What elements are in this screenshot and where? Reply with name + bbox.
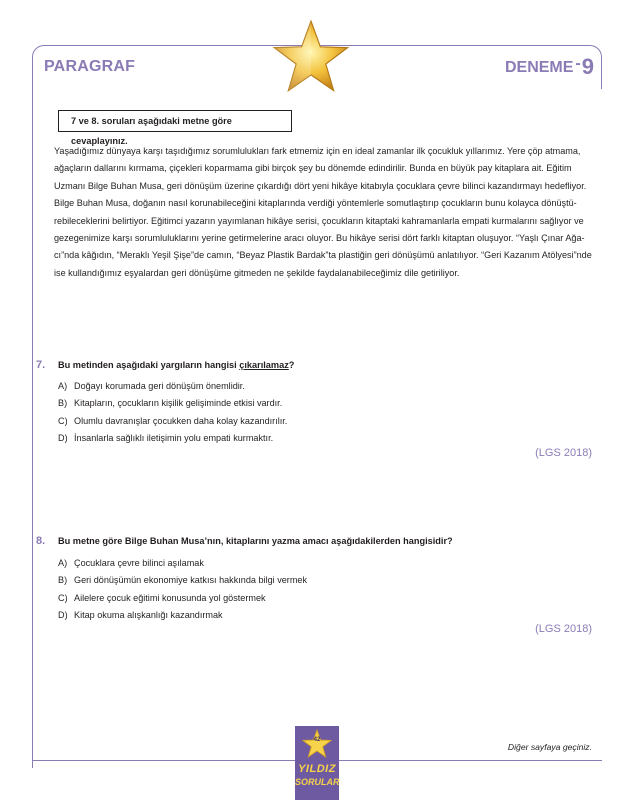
question-7-number: 7.: [36, 359, 46, 371]
option-letter: C): [58, 592, 68, 603]
option-a[interactable]: [58, 378, 287, 395]
option-letter: B): [58, 575, 68, 586]
option-text: Doğayı korumada geri dönüşüm önemlidir.: [74, 381, 245, 391]
passage-line: Yaşadığımız dünyaya karşı taşıdığımız sorumlulukları fark etmemiz için en ideal zamanlar ilk çocukluk yıllarımız. Yere çöp atmama,: [54, 146, 581, 156]
passage-line: rebileceklerini belirtiyor. Eğitimci yazarın yayımlanan hikâye serisi, çocukların kitaptaki kahramanlarla empati kurmalarını sağlıyor ve: [54, 215, 584, 226]
passage-line: Uzmanı Bilge Buhan Musa, geri dönüşüm üzerine çıkardığı dört yeni hikâye kitabıyla çocuklara çevre bilinci kazandırmayı hedefliyor.: [54, 180, 587, 191]
logo-line-1: YILDIZ: [298, 763, 336, 775]
exam-label-text: DENEME: [504, 59, 574, 76]
question-8-source: (LGS 2018): [535, 623, 592, 635]
question-8-number: 8.: [36, 535, 46, 547]
option-c[interactable]: [58, 590, 307, 607]
logo-line-2: SORULAR: [295, 777, 340, 787]
option-letter: D): [58, 610, 68, 621]
option-letter: A): [58, 558, 68, 568]
exam-dash: -: [575, 55, 581, 72]
option-text: Olumlu davranışlar çocukken daha kolay kazandırılır.: [74, 415, 288, 426]
option-text: Çocuklara çevre bilinci aşılamak: [74, 558, 204, 568]
option-text: Kitapların, çocukların kişilik gelişiminde etkisi vardır.: [74, 398, 283, 409]
option-d[interactable]: [58, 607, 307, 624]
option-a[interactable]: [58, 555, 307, 572]
star-icon: [272, 18, 350, 96]
logo-number: 42: [313, 737, 321, 743]
next-page-note: Diğer sayfaya geçiniz.: [507, 742, 592, 752]
question-7-text-end: ?: [288, 360, 295, 370]
passage-line: ise kullandığımız eşyalardan geri dönüşüme gitmeden ne şekilde faydalanabileceğimiz dile getiriliyor.: [54, 267, 460, 278]
exam-number: 9: [581, 54, 594, 79]
option-b[interactable]: [58, 395, 287, 412]
publisher-logo: [295, 726, 339, 800]
option-letter: D): [58, 433, 68, 444]
question-7-text: [58, 360, 294, 370]
passage: [54, 143, 596, 282]
question-7-source: (LGS 2018): [535, 447, 592, 459]
option-text: Kitap okuma alışkanlığı kazandırmak: [74, 610, 223, 621]
option-text: İnsanlarla sağlıklı iletişimin yolu empati kurmaktır.: [74, 433, 274, 444]
option-c[interactable]: [58, 413, 287, 430]
question-8-text-main: Bu metne göre Bilge Buhan Musa’nın, kitaplarını yazma amacı aşağıdakilerden hangisidir?: [58, 536, 453, 546]
passage-line: cı”nda kâğıdın, “Meraklı Yeşil Şişe”de camın, “Beyaz Plastik Bardak”ta plastiğin geri dönüşümü anlatılıyor. “Geri Kazanım Atölyesi”nde: [54, 250, 592, 261]
instruction-box: 7 ve 8. soruları aşağıdaki metne göre cevaplayınız.: [58, 110, 292, 132]
page-border-left: [32, 88, 33, 768]
question-8-options: [58, 555, 307, 625]
subject-title: PARAGRAF: [44, 58, 136, 75]
question-7-options: [58, 378, 287, 448]
passage-line: Bilge Buhan Musa, doğanın nasıl korunabileceğini kitaplarında verdiği yöntemlerle somutlaştırıp çocukların bunu kolayca dönüştü-: [54, 198, 577, 209]
question-8-text: [58, 536, 453, 546]
passage-line: ağaçların dallarını kırmama, çiçekleri koparmama gibi birçok şey bu dönemde edindirilir. Bunda en büyük pay kitaplara ait. Eğitim: [54, 163, 572, 174]
question-7-underlined: çıkarılamaz: [239, 360, 289, 370]
question-7-text-main: Bu metinden aşağıdaki yargıların hangisi: [58, 360, 240, 370]
option-d[interactable]: [58, 430, 287, 447]
exam-label: [505, 54, 594, 80]
option-text: Ailelere çocuk eğitimi konusunda yol göstermek: [74, 592, 266, 603]
option-text: Geri dönüşümün ekonomiye katkısı hakkında bilgi vermek: [74, 575, 308, 586]
option-letter: B): [58, 398, 68, 409]
option-letter: C): [58, 415, 68, 426]
logo-star-icon: [302, 729, 332, 759]
passage-line: gezegenimize karşı sorumluluklarını yerine getirmelerine aracı oluyor. Bu hikâye serisi dört farklı kitaptan oluşuyor. “Yaşlı Çınar Ağa-: [54, 233, 585, 244]
option-letter: A): [58, 381, 68, 391]
option-b[interactable]: [58, 572, 307, 589]
